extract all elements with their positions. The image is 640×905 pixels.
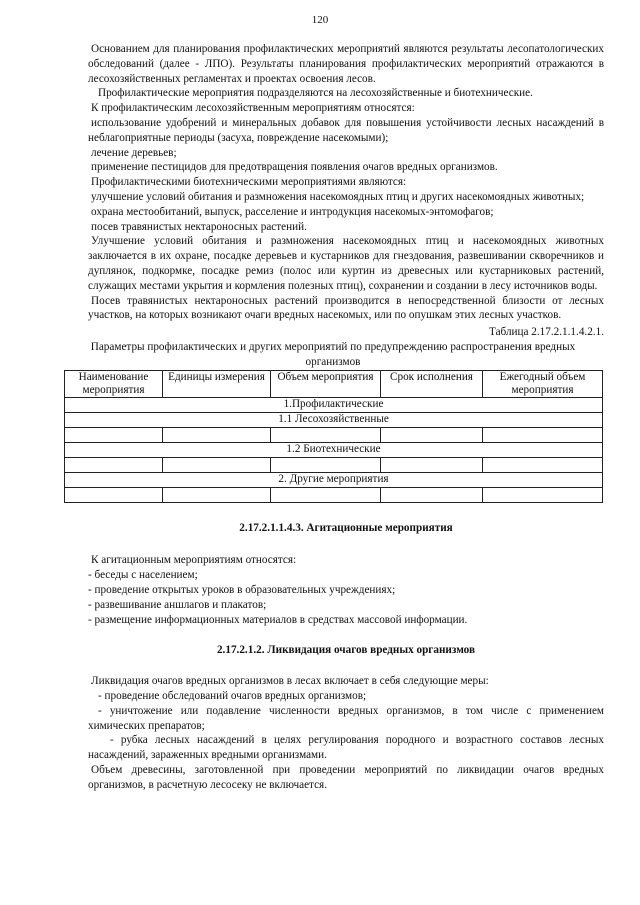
table-caption: Параметры профилактических и других мероприятий по предупреждению распространения вредных организмов	[90, 340, 576, 368]
section-cell: 1.Профилактические	[65, 397, 603, 412]
empty-cell	[271, 457, 381, 472]
paragraph: Профилактические мероприятия подразделяются на лесохозяйственные и биотехнические.	[98, 87, 533, 100]
paragraph: К агитационным мероприятиям относятся:	[91, 554, 297, 567]
empty-cell	[483, 457, 603, 472]
empty-cell	[381, 487, 483, 502]
section-heading: 2.17.2.1.1.4.3. Агитационные мероприятия	[239, 521, 453, 534]
list-item: - развешивание аншлагов и плакатов;	[88, 598, 267, 611]
header-cell: Объем мероприятия	[271, 370, 381, 397]
table-header-row	[65, 370, 603, 397]
paragraph: посев травянистых нектароносных растений.	[91, 220, 307, 233]
paragraph: К профилактическим лесохозяйственным мероприятиям относятся:	[91, 102, 415, 115]
paragraph: лечение деревьев;	[91, 146, 177, 159]
empty-cell	[271, 487, 381, 502]
empty-cell	[483, 487, 603, 502]
table-number: Таблица 2.17.2.1.1.4.2.1.	[489, 326, 604, 339]
paragraph: применение пестицидов для предотвращения появления очагов вредных организмов.	[91, 161, 498, 174]
section-heading: 2.17.2.1.2. Ликвидация очагов вредных организмов	[216, 644, 476, 657]
list-item: - беседы с населением;	[88, 569, 198, 582]
page-body	[78, 0, 604, 792]
empty-cell	[381, 427, 483, 442]
list-item: - проведение открытых уроков в образовательных учреждениях;	[88, 583, 396, 596]
empty-cell	[163, 487, 271, 502]
table-row	[65, 427, 603, 442]
paragraph: улучшение условий обитания и размножения насекомоядных птиц и других насекомоядных животных;	[91, 190, 585, 203]
empty-cell	[381, 457, 483, 472]
paragraph: Объем древесины, заготовленной при проведении мероприятий по ликвидации очагов вредных организмов, в расчетную лесосеку не включается.	[88, 763, 604, 791]
measures-table	[64, 370, 603, 503]
paragraph: Основанием для планирования профилактических мероприятий являются результаты лесопатологических обследований (далее - ЛПО). Результаты планирования профилактических мероприятий отражаются в лесохозяйственных регламентах и проектах освоения лесов.	[88, 43, 604, 85]
table-row	[65, 457, 603, 472]
paragraph: использование удобрений и минеральных добавок для повышения устойчивости лесных насаждений в неблагоприятные периоды (засуха, повреждение насекомыми);	[88, 116, 604, 144]
header-cell: Срок исполнения	[381, 370, 483, 397]
table-section-row	[65, 412, 603, 427]
header-cell: Наименование мероприятия	[65, 370, 163, 397]
paragraph: Посев травянистых нектароносных растений производится в непосредственной близости от лесных участков, на которых возникают очаги вредных насекомых, или по опушкам этих лесных участков.	[88, 294, 604, 322]
table-row	[65, 487, 603, 502]
list-item: - рубка лесных насаждений в целях регулирования породного и возрастного составов лесных насаждений, зараженных вредными организмами.	[88, 734, 604, 762]
section-cell: 1.2 Биотехнические	[65, 442, 603, 457]
header-cell: Единицы измерения	[163, 370, 271, 397]
paragraph: охрана местообитаний, выпуск, расселение и интродукция насекомых-энтомофагов;	[91, 205, 494, 218]
list-item: - уничтожение или подавление численности вредных организмов, в том числе с применением химических препаратов;	[88, 704, 604, 732]
paragraph: Улучшение условий обитания и размножения насекомоядных птиц и насекомоядных животных заключается в их охране, посадке деревьев и кустарников для гнездования, развешивании скворечников и дуплянок, подкормке, посадке ремиз (полос или куртин из древесных или кустарниковых растений, служащих местами укрытия и кормления полезных птиц), сохранении и создании в лесу источников воды.	[88, 235, 604, 292]
table-section-row	[65, 472, 603, 487]
table-section-row	[65, 397, 603, 412]
section-cell: 2. Другие мероприятия	[65, 472, 603, 487]
paragraph: Профилактическими биотехническими мероприятиями являются:	[91, 176, 407, 189]
list-item: - проведение обследований очагов вредных организмов;	[98, 689, 367, 702]
empty-cell	[163, 427, 271, 442]
header-cell: Ежегодный объем мероприятия	[483, 370, 603, 397]
empty-cell	[271, 427, 381, 442]
page-number: 120	[311, 14, 329, 26]
empty-cell	[65, 427, 163, 442]
empty-cell	[65, 457, 163, 472]
list	[88, 568, 604, 627]
empty-cell	[483, 427, 603, 442]
table-section-row	[65, 442, 603, 457]
empty-cell	[65, 487, 163, 502]
section-cell: 1.1 Лесохозяйственные	[65, 412, 603, 427]
list-item: - размещение информационных материалов в средствах массовой информации.	[88, 613, 468, 626]
empty-cell	[163, 457, 271, 472]
paragraph: Ликвидация очагов вредных организмов в лесах включает в себя следующие меры:	[91, 675, 489, 688]
